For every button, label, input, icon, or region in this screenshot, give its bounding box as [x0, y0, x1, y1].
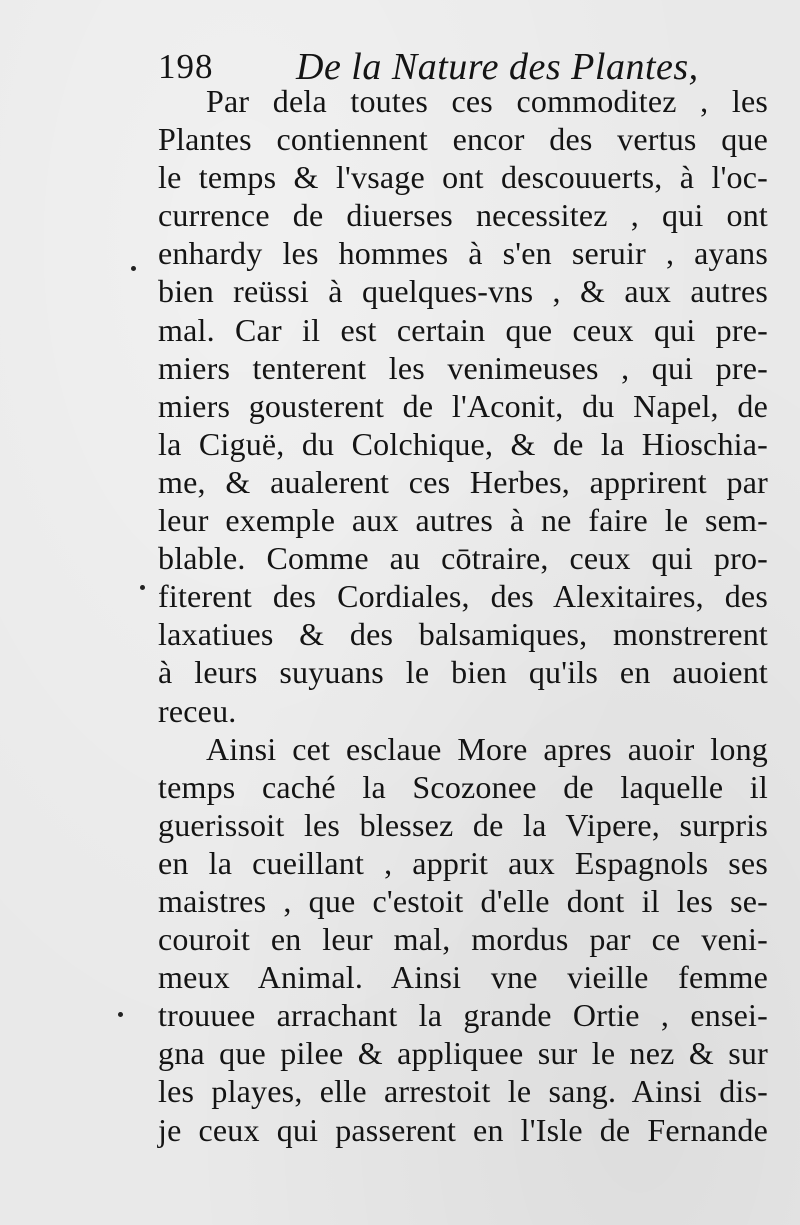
- text-line: gna que pilee & appliquee sur le nez & sur: [158, 1035, 768, 1072]
- text-line: Ainsi cet esclaue More apres auoir long: [206, 730, 768, 767]
- text-line: maistres , que c'estoit d'elle dont il les se-: [158, 882, 768, 919]
- text-line: mal. Car il est certain que ceux qui pre-: [158, 311, 768, 348]
- text-line: leur exemple aux autres à ne faire le sem-: [158, 502, 768, 539]
- text-line: à leurs suyuans le bien qu'ils en auoient: [158, 654, 768, 691]
- text-line: les playes, elle arrestoit le sang. Ainsi dis-: [158, 1073, 768, 1110]
- text-line: Plantes contiennent encor des vertus que: [158, 121, 768, 158]
- text-line: guerissoit les blessez de la Vipere, surpris: [158, 806, 768, 843]
- text-line: meux Animal. Ainsi vne vieille femme: [158, 959, 768, 996]
- text-line: Par dela toutes ces commoditez , les: [206, 83, 768, 119]
- text-line: me, & aualerent ces Herbes, apprirent par: [158, 463, 768, 500]
- text-line: blable. Comme au cōtraire, ceux qui pro-: [158, 540, 768, 577]
- text-line: laxatiues & des balsamiques, monstrerent: [158, 616, 768, 653]
- text-line: receu.: [158, 692, 237, 729]
- text-line: le temps & l'vsage ont descouuerts, à l'oc-: [158, 159, 768, 196]
- text-line: la Ciguë, du Colchique, & de la Hioschia-: [158, 425, 768, 462]
- margin-speck: [118, 1012, 123, 1017]
- text-line: temps caché la Scozonee de laquelle il: [158, 768, 768, 805]
- text-line: enhardy les hommes à s'en seruir , ayans: [158, 235, 768, 272]
- text-line: fiterent des Cordiales, des Alexitaires, des: [158, 578, 768, 615]
- body-text: [158, 82, 768, 1149]
- text-line: currence de diuerses necessitez , qui ont: [158, 197, 768, 234]
- text-line: trouuee arrachant la grande Ortie , ensei-: [158, 997, 768, 1034]
- text-line: en la cueillant , apprit aux Espagnols ses: [158, 844, 768, 881]
- text-line: couroit en leur mal, mordus par ce veni-: [158, 921, 768, 958]
- running-title: De la Nature des Plantes,: [296, 46, 699, 88]
- page-number: 198: [158, 47, 214, 86]
- margin-speck: [131, 266, 136, 271]
- text-line: bien reüssi à quelques-vns , & aux autres: [158, 273, 768, 310]
- margin-speck: [140, 585, 145, 590]
- text-line: miers tenterent les venimeuses , qui pre-: [158, 349, 768, 386]
- text-line: je ceux qui passerent en l'Isle de Fernande: [158, 1111, 768, 1148]
- text-line: miers gousterent de l'Aconit, du Napel, de: [158, 387, 768, 424]
